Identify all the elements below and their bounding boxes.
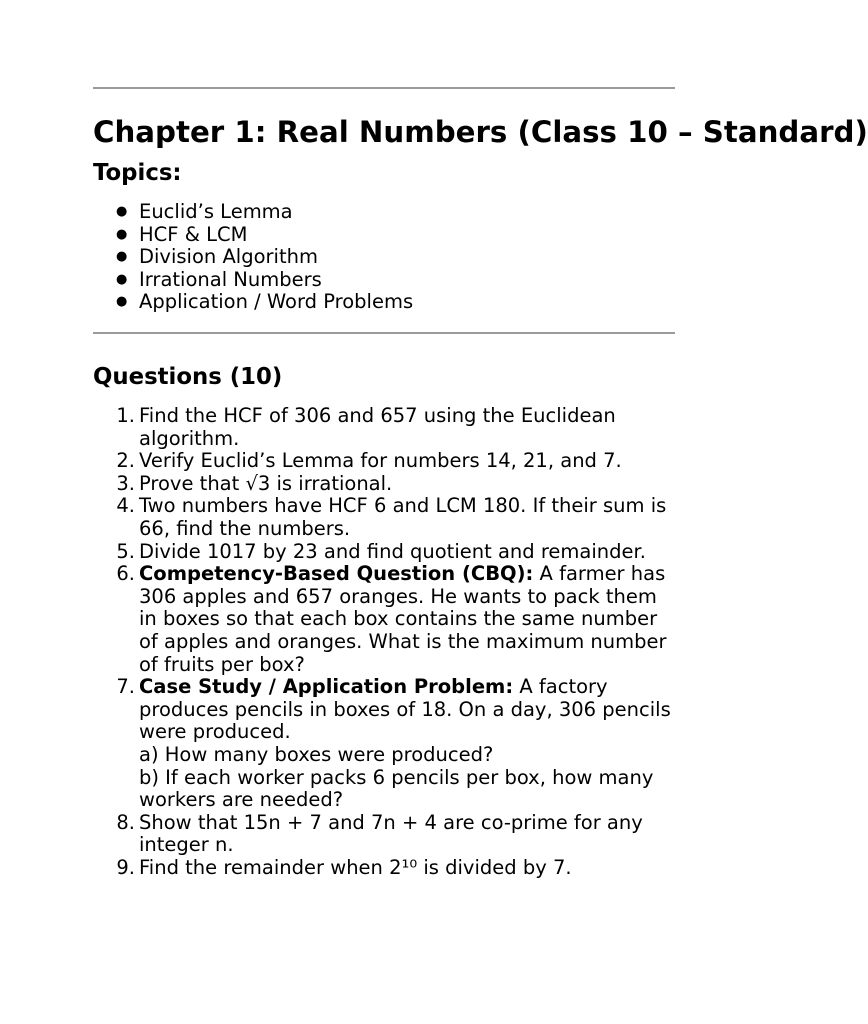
question-item: 6. Competency-Based Question (CBQ): A farmer has 306 apples and 657 oranges. He wants to pack them in boxes so that each box contains the same number of apples and oranges. What is the maximum number of fruits per box? (116, 562, 667, 676)
list-item: ● HCF & LCM (116, 222, 248, 246)
question-item: 4. Two numbers have HCF 6 and LCM 180. If their sum is 66, find the numbers. (116, 494, 667, 540)
question-item: 2. Verify Euclid’s Lemma for numbers 14, 21, and 7. (116, 449, 622, 473)
question-item: 9. Find the remainder when 2¹⁰ is divided by 7. (116, 855, 572, 879)
question-label: Case Study / Application Problem: (139, 675, 514, 699)
list-item: ● Division Algorithm (116, 245, 318, 269)
list-item: ● Application / Word Problems (116, 290, 414, 314)
sub-question-a: a) How many boxes were produced? (139, 742, 494, 766)
question-label: Competency-Based Question (CBQ): (139, 562, 534, 586)
bullet-icon: ● (116, 294, 128, 310)
middle-divider (93, 332, 675, 334)
questions-list (93, 405, 675, 879)
bullet-icon: ● (116, 204, 128, 219)
sub-question-b: b) If each worker packs 6 pencils per box, how many workers are needed? (139, 765, 654, 812)
question-item: 1. Find the HCF of 306 and 657 using the Euclidean algorithm. (116, 404, 616, 450)
list-item: ● Irrational Numbers (116, 267, 322, 291)
questions-heading: Questions (10) (93, 364, 283, 390)
question-item: 5. Divide 1017 by 23 and find quotient and remainder. (116, 539, 646, 563)
question-item: 7. Case Study / Application Problem: A factory produces pencils in boxes of 18. On a day, 306 pencils were produced. a) How many boxes were produced? b) If each worker packs 6 pencils per box, how many workers are needed? (93, 676, 675, 812)
topics-heading: Topics: (93, 160, 182, 186)
list-item: ● Euclid’s Lemma (116, 200, 293, 223)
bullet-icon: ● (116, 249, 128, 265)
question-item: 8. Show that 15n + 7 and 7n + 4 are co-prime for any integer n. (116, 810, 643, 857)
bullet-icon: ● (116, 271, 128, 287)
question-item: 3. Prove that √3 is irrational. (116, 471, 393, 495)
chapter-title: Chapter 1: Real Numbers (Class 10 – Standard) (93, 115, 868, 149)
topics-list (93, 201, 675, 314)
bullet-icon: ● (116, 226, 128, 242)
top-divider (93, 87, 675, 89)
